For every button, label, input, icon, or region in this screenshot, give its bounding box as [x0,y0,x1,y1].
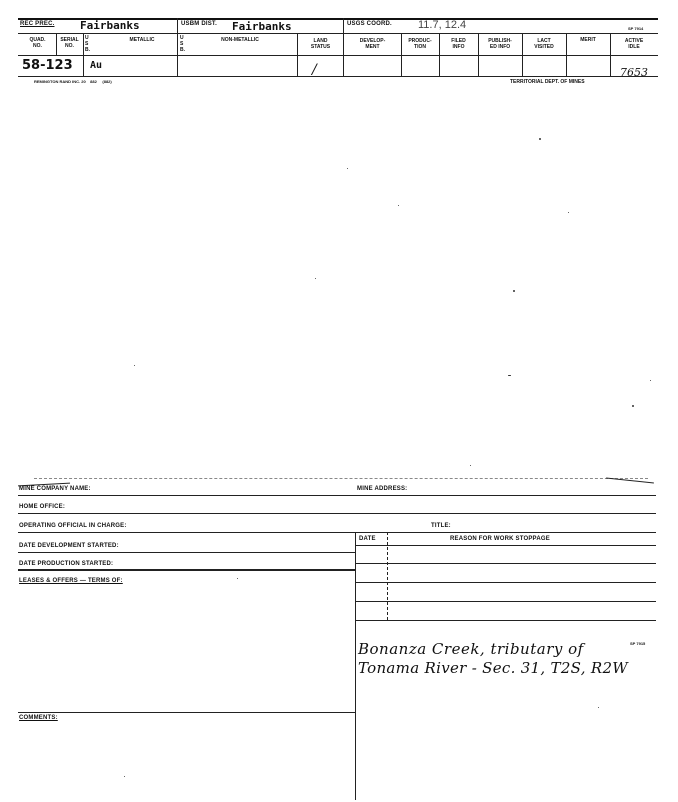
quad-serial-value: 58-123 [22,58,73,73]
rec-prec-label: REC PREC. [20,21,55,27]
rule [355,582,656,583]
rec-prec-value: Fairbanks [80,19,140,32]
rule [355,563,656,564]
speck [632,405,634,407]
department-label: TERRITORIAL DEPT. OF MINES [510,79,585,85]
form-number-top: SP 7914 [628,26,644,31]
speck [568,212,569,213]
speck [134,365,135,366]
col-metallic: METALLIC [129,37,155,43]
location-line-2: Tonama River - Sec. 31, T2S, R2W [358,659,629,677]
col-usb-left: U S B. [85,35,90,53]
col-production: PRODUC- TION [408,38,432,50]
speck [398,205,399,206]
usgs-coord-value: 11.7, 12.4 [418,19,467,31]
divider-v [177,18,178,76]
usbm-dist-value: Fairbanks [232,20,292,33]
location-line-1: Bonanza Creek, tributary of [358,640,584,658]
speck [124,776,125,777]
col-merit: MERIT [580,37,596,43]
speck [315,278,316,279]
col-quad-no: QUAD. NO. [29,37,46,49]
col-land-status: LAND STATUS [310,38,331,50]
col-usb-right: U S B. [180,35,185,53]
speck [539,138,541,140]
speck [598,707,599,708]
speck [650,380,651,381]
rule [355,620,656,621]
mine-address-label: MINE ADDRESS: [357,486,408,492]
speck [347,168,348,169]
divider-v [83,33,84,76]
rule [18,513,656,514]
rule [355,601,656,602]
usbm-dist-label: USBM DIST. [181,21,218,27]
usgs-coord-label: USGS COORD. [347,21,392,27]
comments-label: COMMENTS: [19,715,58,721]
divider-v [387,532,388,620]
date-header: DATE [359,536,376,542]
leases-offers-label: LEASES & OFFERS — TERMS OF: [19,578,123,584]
speck [513,290,515,292]
date-development-started-label: DATE DEVELOPMENT STARTED: [19,543,119,549]
col-serial-no: SERIAL NO. [60,37,79,49]
home-office-label: HOME OFFICE: [19,504,66,510]
cut-line [34,478,648,479]
column-header-divider [18,55,658,56]
active-mark: 7653 [620,66,648,79]
col-published-info: PUBLISH- ED INFO [488,38,512,50]
operating-official-label: OPERATING OFFICIAL IN CHARGE: [19,523,127,529]
rule [355,545,656,546]
land-status-mark: / [312,62,317,78]
rule [18,532,656,533]
printer-note: REMINGTON RAND INC. 20 882 (882) [34,79,112,84]
mine-company-name-label: MINE COMPANY NAME: [19,486,91,492]
rule [18,569,355,571]
col-last-visited: LACT VISITED [534,38,554,50]
bottom-border [18,76,658,77]
title-label: TITLE: [431,523,451,529]
rule [18,495,656,496]
rule [18,712,355,713]
date-production-started-label: DATE PRODUCTION STARTED: [19,561,114,567]
reason-header: REASON FOR WORK STOPPAGE [450,536,550,542]
header-divider [18,33,658,34]
metallic-value: Au [90,60,103,71]
speck [508,375,511,376]
divider-v [355,532,356,800]
speck [470,465,471,466]
col-non-metallic: NON-METALLIC [221,37,259,43]
col-filed-info: FILED INFO [451,38,466,50]
form-number-bottom: SP 7915 [630,641,646,646]
col-active-idle: ACTIVE IDLE [624,38,644,50]
col-development: DEVELOP- MENT [359,38,386,50]
speck [237,578,238,579]
rule [18,552,355,553]
